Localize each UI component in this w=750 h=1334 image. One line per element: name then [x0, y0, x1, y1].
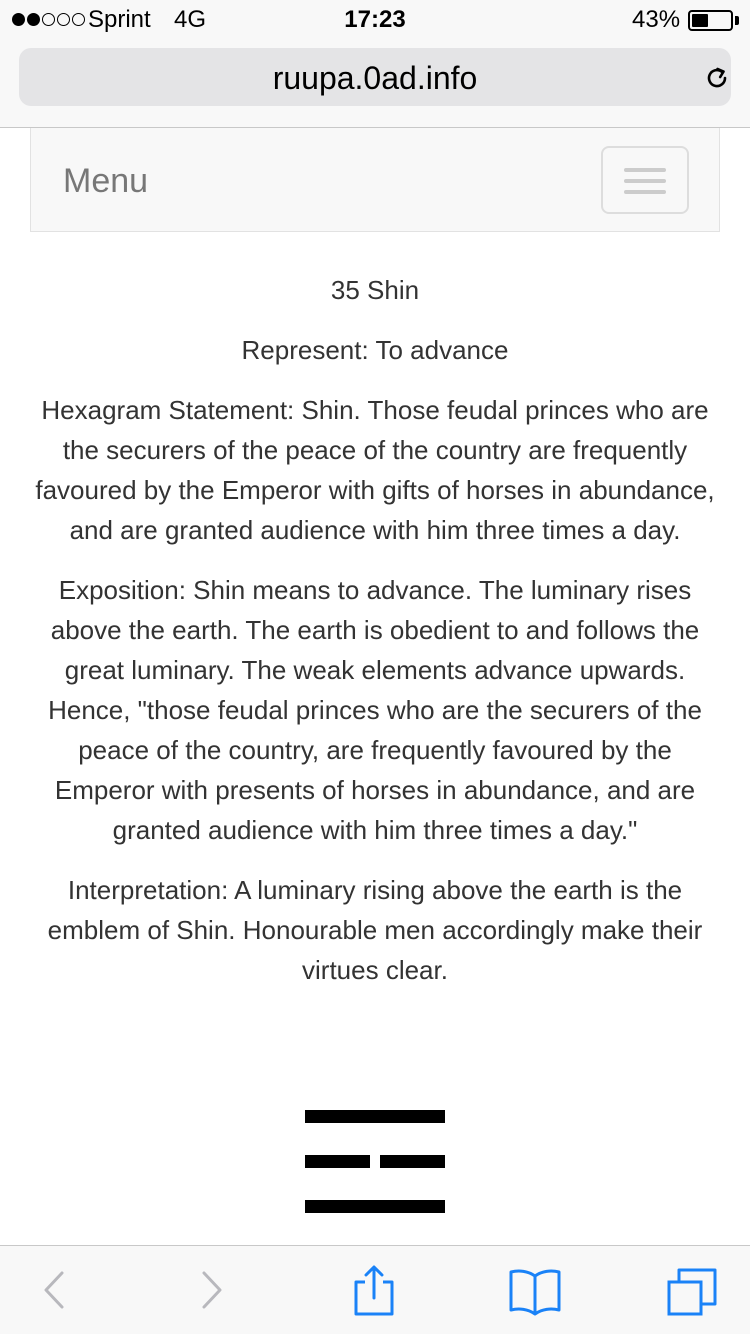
back-button[interactable] [10, 1246, 90, 1334]
status-bar [0, 0, 750, 40]
hexagram-interpretation: Interpretation: A luminary rising above the earth is the emblem of Shin. Honourable men accordingly make their virtues clear. [47, 875, 703, 985]
hamburger-icon [624, 168, 666, 172]
hexagram-represent: Represent: To advance [241, 335, 509, 365]
reload-icon[interactable] [703, 64, 731, 92]
hexagram-article [30, 270, 720, 1010]
hexagram-line-solid [305, 1200, 445, 1213]
url-bar[interactable] [19, 48, 731, 106]
battery-tip [735, 16, 739, 25]
hamburger-menu-button[interactable] [601, 146, 689, 214]
hexagram-line-broken [305, 1155, 445, 1168]
clock: 17:23 [344, 6, 406, 33]
browser-toolbar [0, 1245, 750, 1334]
hexagram-statement: Hexagram Statement: Shin. Those feudal princes who are the securers of the peace of the country are frequently favoured by the Emperor with gifts of horses in abundance, and are granted audience with him three times a day. [35, 395, 715, 545]
tabs-button[interactable] [655, 1246, 735, 1334]
hexagram-exposition: Exposition: Shin means to advance. The luminary rises above the earth. The earth is obedient to and follows the great luminary. The weak elements advance upwards. Hence, "those feudal princes who are the securers of the peace of the country, are frequently favoured by the Emperor with presents of horses in abundance, and are granted audience with him three times a day." [48, 575, 702, 845]
chevron-right-icon [170, 1246, 250, 1334]
bookmarks-button[interactable] [495, 1246, 575, 1334]
url-text[interactable]: ruupa.0ad.info [272, 60, 478, 96]
battery-icon [688, 10, 733, 31]
carrier-name: Sprint [88, 6, 151, 33]
menu-brand-label[interactable]: Menu [63, 162, 149, 200]
battery-percent: 43% [632, 6, 681, 33]
book-icon [495, 1246, 575, 1334]
site-navbar [30, 128, 720, 232]
hexagram-title: 35 Shin [330, 275, 420, 305]
share-button[interactable] [334, 1246, 414, 1334]
hexagram-line-solid [305, 1110, 445, 1123]
network-type: 4G [174, 6, 207, 33]
tabs-icon [655, 1246, 735, 1334]
chevron-left-icon [10, 1246, 90, 1334]
signal-strength-icon [12, 13, 85, 26]
browser-address-area [0, 40, 750, 128]
share-icon [334, 1246, 414, 1334]
forward-button[interactable] [170, 1246, 250, 1334]
